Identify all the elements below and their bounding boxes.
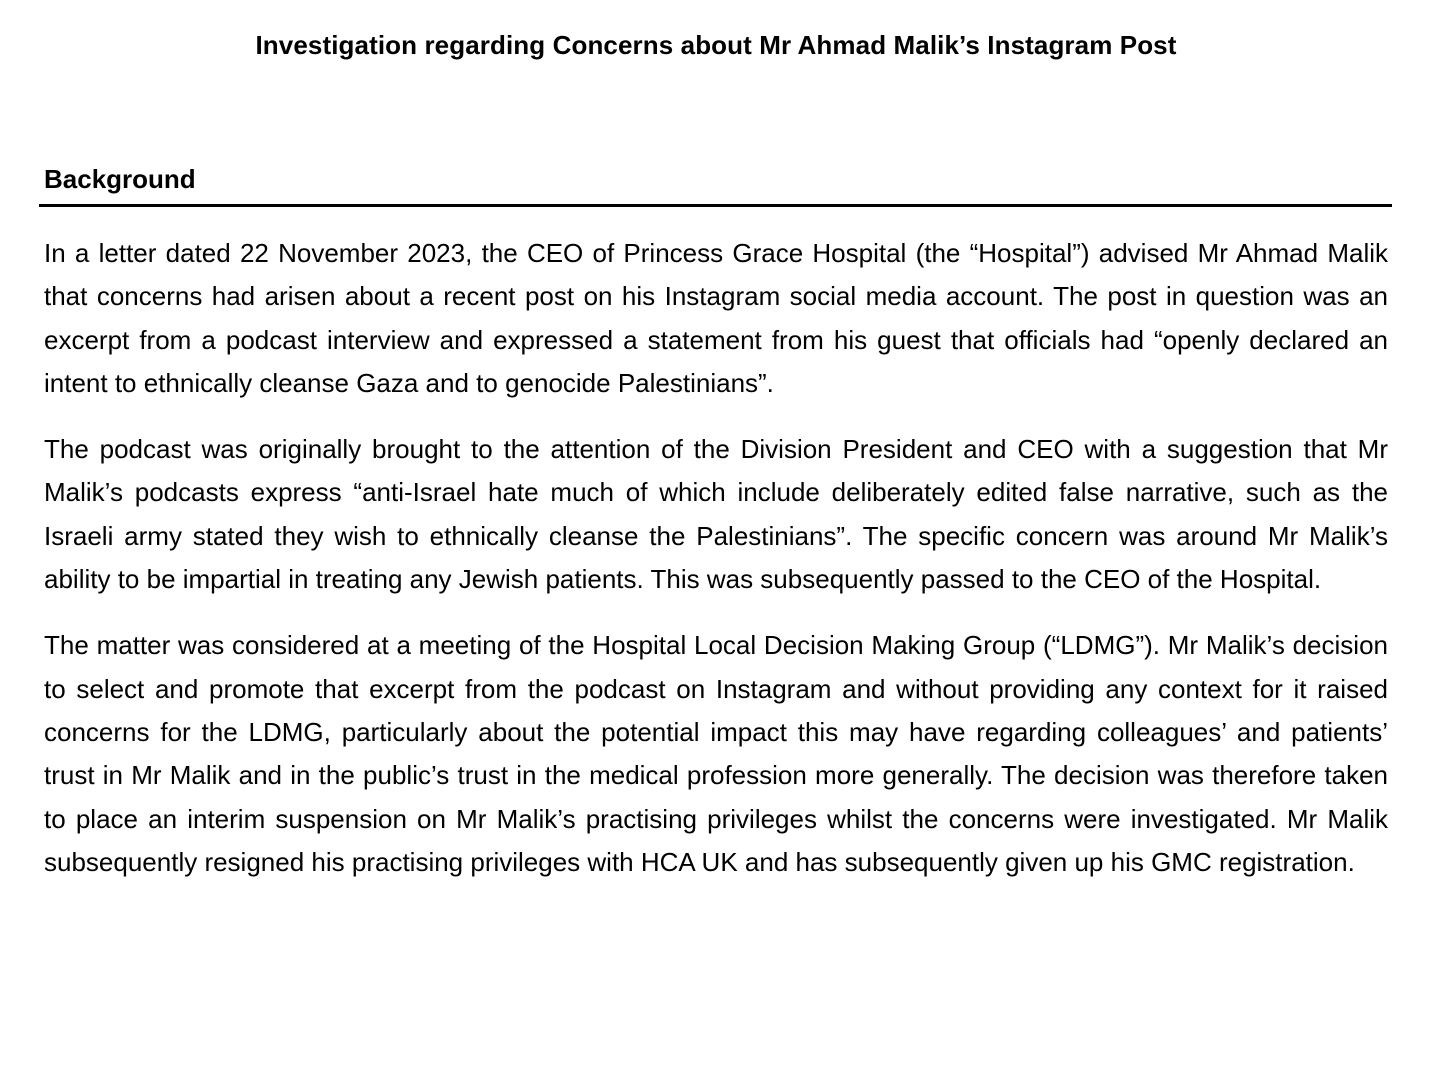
- section-heading-background: Background: [44, 164, 196, 194]
- paragraph-podcast: The podcast was originally brought to the attention of the Division President and CEO with a suggestion that Mr Malik’s podcasts express “anti-Israel hate much of which include deliberately edited false narrative, such as the Israeli army stated they wish to ethnically cleanse the Palestinians”. The specific concern was around Mr Malik’s ability to be impartial in treating any Jewish patients. This was subsequently passed to the CEO of the Hospital.: [44, 434, 1388, 595]
- section-divider: [39, 204, 1392, 207]
- document-title: Investigation regarding Concerns about Mr Ahmad Malik’s Instagram Post: [255, 30, 1177, 60]
- paragraph-ldmg-decision: The matter was considered at a meeting of the Hospital Local Decision Making Group (“LDMG”). Mr Malik’s decision to select and promote that excerpt from the podcast on Instagram and without providing any context for it raised concerns for the LDMG, particularly about the potential impact this may have regarding colleagues’ and patients’ trust in Mr Malik and in the public’s trust in the medical profession more generally. The decision was therefore taken to place an interim suspension on Mr Malik’s practising privileges whilst the concerns were investigated. Mr Malik subsequently resigned his practising privileges with HCA UK and has subsequently given up his GMC registration.: [44, 630, 1388, 877]
- section-body: [44, 232, 1388, 907]
- paragraph-letter: In a letter dated 22 November 2023, the CEO of Princess Grace Hospital (the “Hospital”) advised Mr Ahmad Malik that concerns had arisen about a recent post on his Instagram social media account. The post in question was an excerpt from a podcast interview and expressed a statement from his guest that officials had “openly declared an intent to ethnically cleanse Gaza and to genocide Palestinians”.: [44, 238, 1388, 398]
